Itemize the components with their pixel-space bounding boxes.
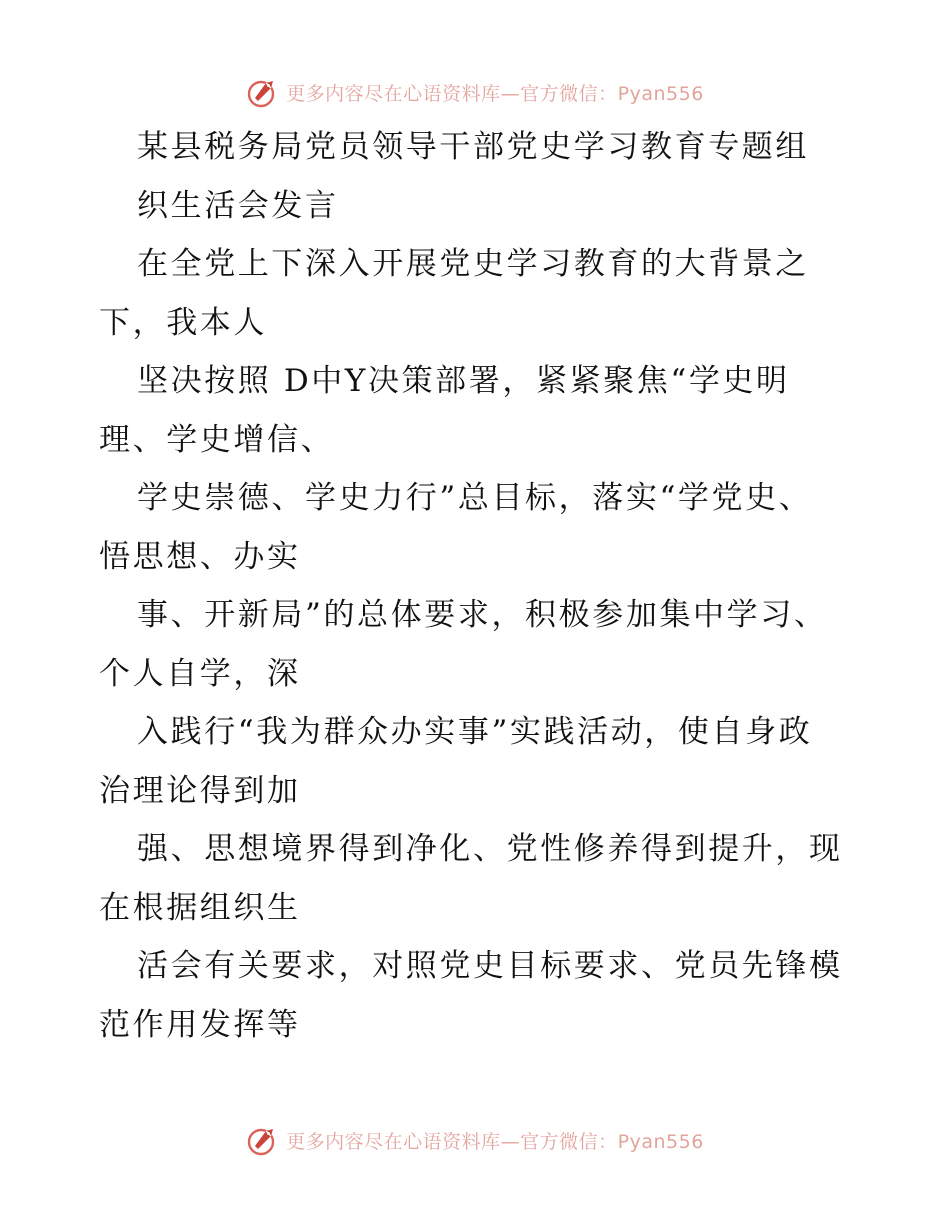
pen-nib-circle-logo-icon [246, 1123, 280, 1157]
header-watermark [0, 72, 950, 112]
text-line: 织生活会发言 [137, 187, 339, 224]
text-line: 个人自学，深 [99, 655, 301, 692]
text-line: 某县税务局党员领导干部党史学习教育专题组 [137, 129, 809, 165]
document-body [99, 118, 859, 1054]
text-line: 事、开新局”的总体要求，积极参加集中学习、 [137, 597, 828, 633]
pen-nib-circle-logo-icon [246, 75, 280, 109]
text-line: 强、思想境界得到净化、党性修养得到提升，现 [137, 831, 843, 867]
watermark-text: 更多内容尽在心语资料库—官方微信：Pyan556 [286, 82, 704, 105]
text-line: 理、学史增信、 [99, 421, 335, 458]
text-line: 坚决按照 D中Y决策部署，紧紧聚焦“学史明 [137, 363, 790, 399]
text-line: 入践行“我为群众办实事”实践活动，使自身政 [137, 714, 813, 750]
text-line: 在全党上下深入开展党史学习教育的大背景之 [137, 246, 809, 282]
text-line: 范作用发挥等 [99, 1006, 301, 1043]
text-line: 在根据组织生 [99, 889, 301, 926]
text-line: 下，我本人 [99, 304, 267, 341]
text-line: 活会有关要求，对照党史目标要求、党员先锋模 [137, 948, 843, 984]
text-line: 悟思想、办实 [99, 538, 301, 575]
watermark-text: 更多内容尽在心语资料库—官方微信：Pyan556 [286, 1130, 704, 1153]
text-line: 治理论得到加 [99, 772, 301, 809]
footer-watermark [0, 1120, 950, 1160]
text-line: 学史崇德、学史力行”总目标，落实“学党史、 [137, 480, 813, 516]
